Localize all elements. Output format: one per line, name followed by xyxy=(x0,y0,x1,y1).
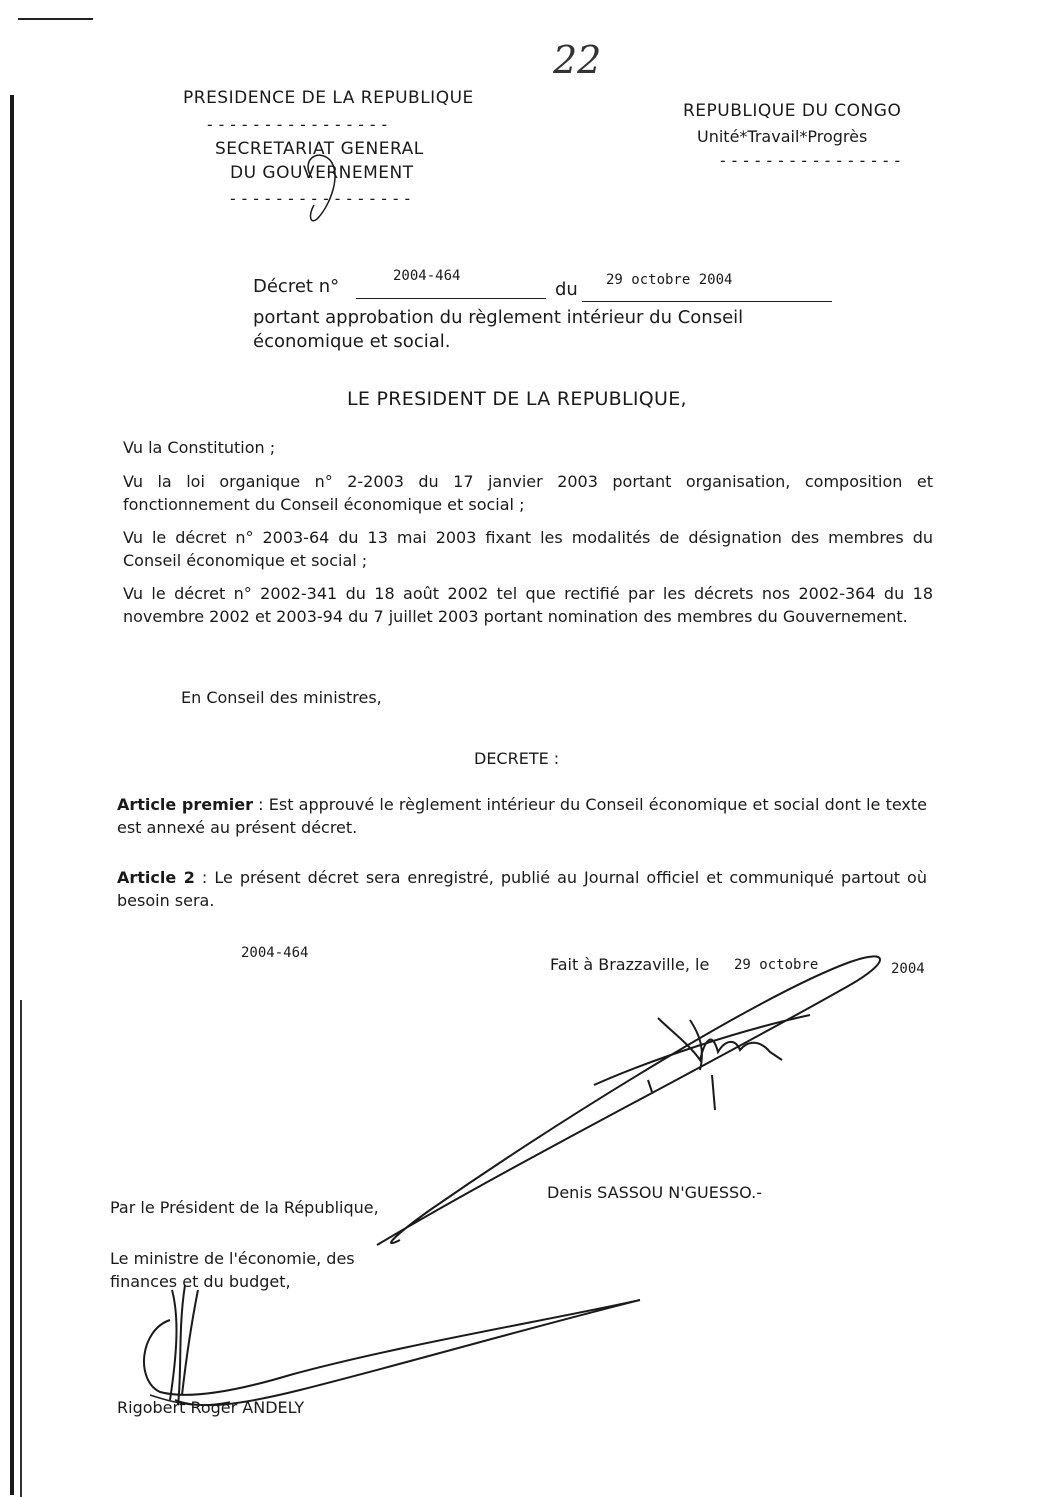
header-secretariat: SECRETARIAT GENERAL xyxy=(215,139,424,159)
president-name: Denis SASSOU N'GUESSO.- xyxy=(547,1183,762,1202)
minister-name: Rigobert Roger ANDELY xyxy=(117,1398,305,1417)
minister-line2: finances et du budget, xyxy=(110,1272,291,1291)
decrete-heading: DECRETE : xyxy=(474,749,560,768)
header-left-separator-1: ---------------- xyxy=(205,115,392,134)
document-title: LE PRESIDENT DE LA REPUBLIQUE, xyxy=(347,388,687,410)
vu-decret-2002-341: Vu le décret n° 2002-341 du 18 août 2002 tel que rectifié par les décrets nos 2002-364 du 18 novembre 2002 et 2003-94 du 7 juillet 2003 portant nomination des membres du Gouvernement. xyxy=(123,584,933,626)
article-premier-text: : Est approuvé le règlement intérieur du Conseil économique et social dont le texte est annexé au présent décret. xyxy=(117,795,928,837)
article-premier-label: Article premier xyxy=(117,795,253,814)
minister-line1: Le ministre de l'économie, des xyxy=(110,1249,355,1268)
date-year: 2004 xyxy=(891,961,925,977)
decree-du: du xyxy=(555,279,578,300)
council-of-ministers: En Conseil des ministres, xyxy=(181,688,382,707)
header-republique: REPUBLIQUE DU CONGO xyxy=(683,101,902,121)
article-2-text: : Le présent décret sera enregistré, publié au Journal officiel et communiqué partout où besoin sera. xyxy=(117,868,927,910)
article-2-label: Article 2 xyxy=(117,868,195,887)
place-prefix: Fait à Brazzaville, le xyxy=(550,955,710,974)
by-president: Par le Président de la République, xyxy=(110,1198,379,1217)
handwritten-page-number: 22 xyxy=(553,38,602,82)
header-presidence: PRESIDENCE DE LA REPUBLIQUE xyxy=(183,88,474,108)
decree-subject-line2: économique et social. xyxy=(253,331,451,352)
decree-date: 29 octobre 2004 xyxy=(606,272,733,288)
header-motto: Unité*Travail*Progrès xyxy=(697,127,868,146)
vu-constitution: Vu la Constitution ; xyxy=(123,438,276,457)
vu-loi-organique: Vu la loi organique n° 2-2003 du 17 janvier 2003 portant organisation, composition et fonctionnement du Conseil économique et social ; xyxy=(123,472,933,514)
decree-label: Décret n° xyxy=(253,276,340,297)
header-left-separator-2: ---------------- xyxy=(228,189,415,208)
stamp-number: 2004-464 xyxy=(241,945,309,961)
vu-decret-2003-64: Vu le décret n° 2003-64 du 13 mai 2003 fixant les modalités de désignation des membres du Conseil économique et social ; xyxy=(123,528,933,570)
header-right-separator: ---------------- xyxy=(718,151,905,170)
header-gouvernement: DU GOUVERNEMENT xyxy=(230,163,414,183)
date-day-month: 29 octobre xyxy=(734,957,819,973)
decree-subject-line1: portant approbation du règlement intérieur du Conseil xyxy=(253,307,744,328)
decree-number: 2004-464 xyxy=(393,268,461,284)
